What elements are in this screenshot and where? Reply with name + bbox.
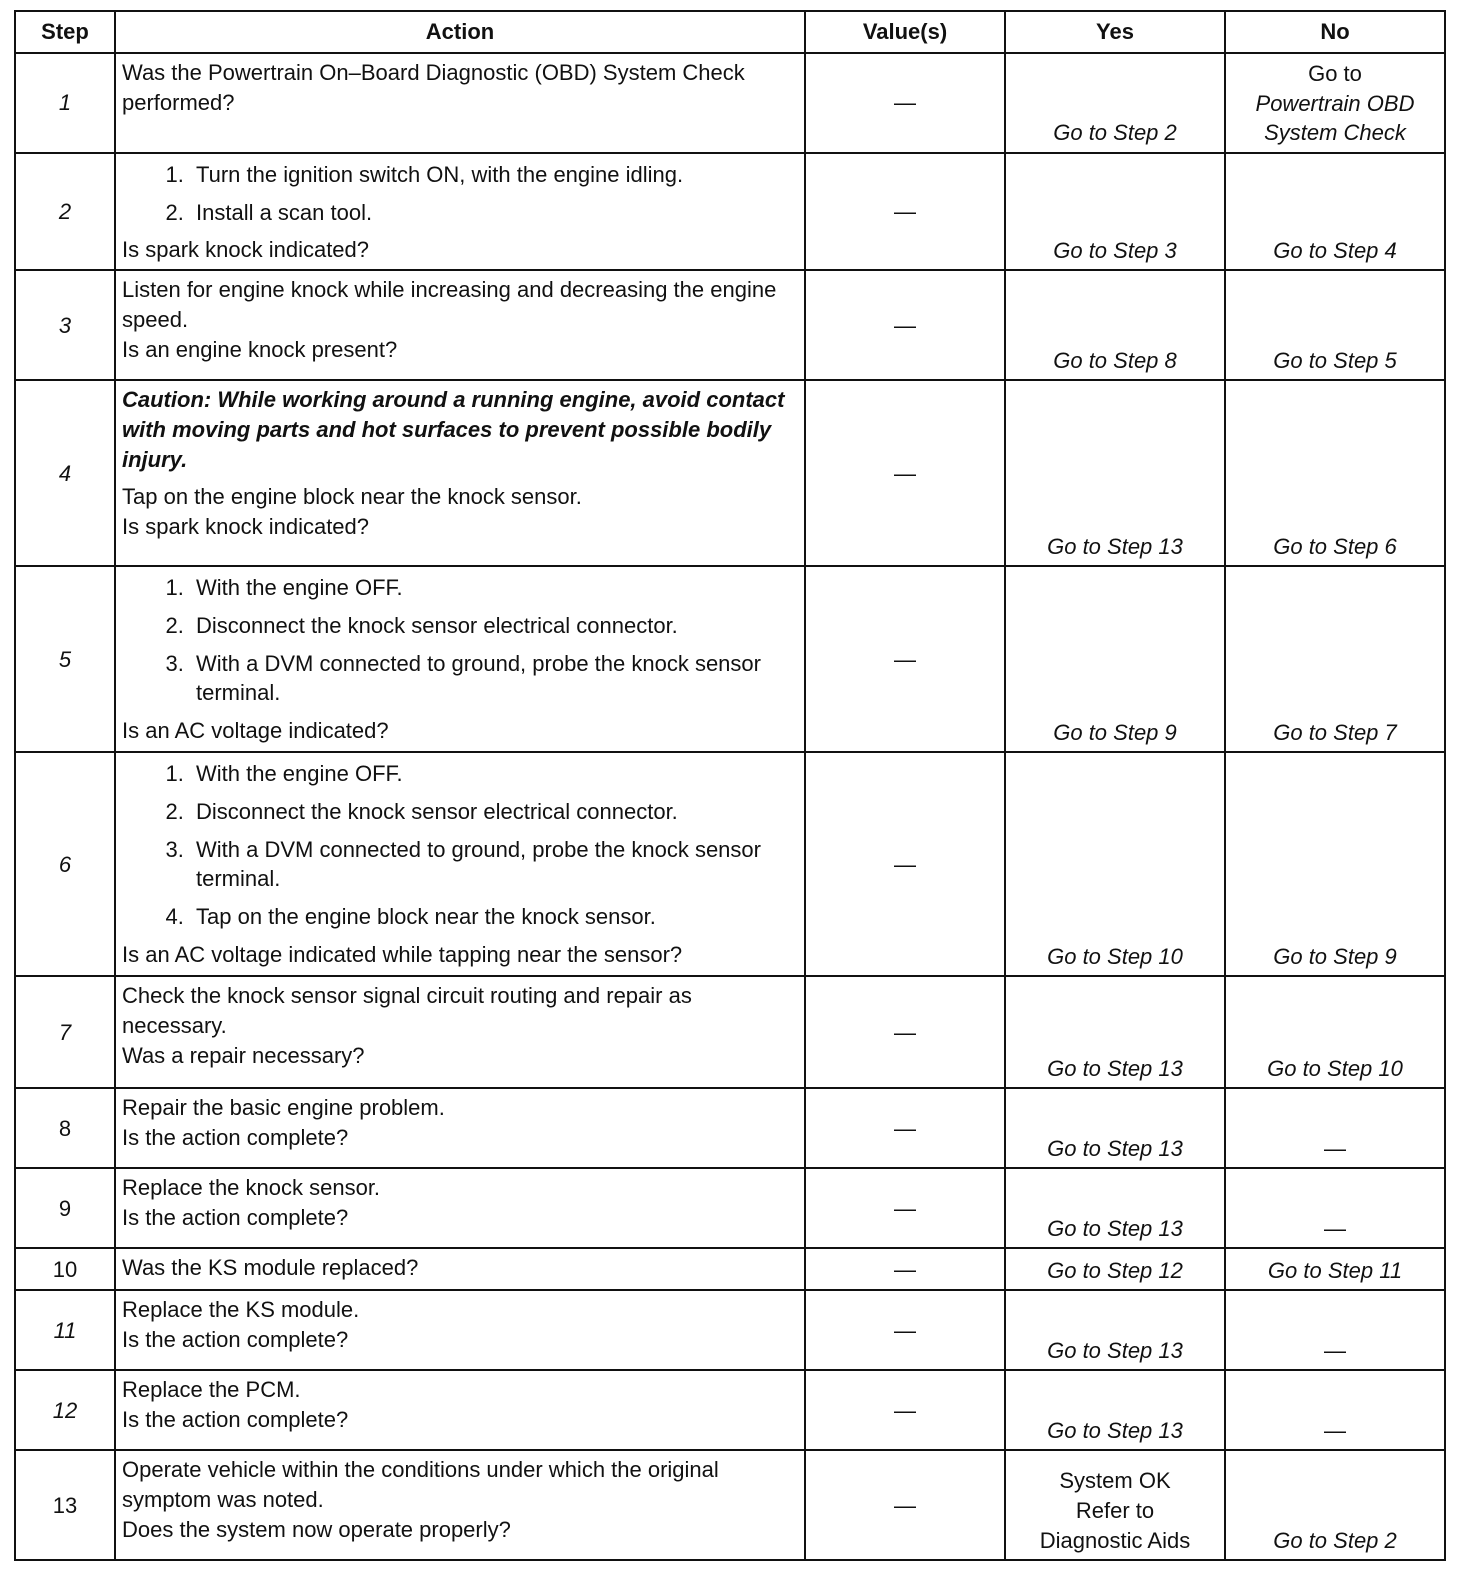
value-cell: — xyxy=(805,270,1005,380)
yes-cell: Go to Step 13 xyxy=(1005,976,1225,1088)
step-number: 2 xyxy=(15,153,115,270)
question-text: Is the action complete? xyxy=(122,1327,349,1353)
substep: 4. Tap on the engine block near the knock sensor. xyxy=(190,902,798,932)
action-cell xyxy=(115,1088,805,1168)
yes-cell xyxy=(1005,1450,1225,1560)
step-number: 12 xyxy=(15,1370,115,1450)
substep-list xyxy=(122,160,798,227)
no-cell: Go to Step 4 xyxy=(1225,153,1445,270)
substep: 2. Disconnect the knock sensor electrical connector. xyxy=(190,797,798,827)
table-row xyxy=(15,1450,1445,1560)
step-number: 13 xyxy=(15,1450,115,1560)
value-cell: — xyxy=(805,1168,1005,1248)
step-number: 4 xyxy=(15,380,115,566)
value-cell: — xyxy=(805,752,1005,976)
action-text: Replace the KS module. xyxy=(122,1297,360,1323)
yes-text: System OK xyxy=(1059,1468,1171,1494)
no-cell: Go to Step 6 xyxy=(1225,380,1445,566)
yes-text: Diagnostic Aids xyxy=(1039,1527,1191,1553)
yes-cell: Go to Step 8 xyxy=(1005,270,1225,380)
yes-cell: Go to Step 12 xyxy=(1005,1248,1225,1290)
no-cell: Go to Step 5 xyxy=(1225,270,1445,380)
value-cell: — xyxy=(805,1088,1005,1168)
value-cell: — xyxy=(805,1290,1005,1370)
table-row xyxy=(15,1248,1445,1290)
header-action: Action xyxy=(115,11,805,53)
table-row xyxy=(15,153,1445,270)
step-number: 1 xyxy=(15,53,115,153)
no-cell: Go to Step 2 xyxy=(1225,1450,1445,1560)
question-text: Is the action complete? xyxy=(122,1125,349,1151)
no-cell: — xyxy=(1225,1168,1445,1248)
substep: 2. Disconnect the knock sensor electrical connector. xyxy=(190,611,798,641)
action-text: Replace the PCM. xyxy=(122,1377,301,1403)
action-cell xyxy=(115,976,805,1088)
value-cell: — xyxy=(805,380,1005,566)
header-value: Value(s) xyxy=(805,11,1005,53)
header-row xyxy=(15,11,1445,53)
action-cell xyxy=(115,270,805,380)
step-number: 6 xyxy=(15,752,115,976)
action-text: Listen for engine knock while increasing and decreasing the engine speed. xyxy=(122,277,777,333)
action-text: Was the Powertrain On–Board Diagnostic (OBD) System Check performed? xyxy=(122,60,745,115)
no-cell: — xyxy=(1225,1290,1445,1370)
no-cell: Go to Step 10 xyxy=(1225,976,1445,1088)
table-row xyxy=(15,1290,1445,1370)
question-text: Is an engine knock present? xyxy=(122,336,398,362)
action-cell xyxy=(115,566,805,752)
substep: 1. With the engine OFF. xyxy=(190,573,798,603)
no-text: Go to xyxy=(1308,60,1362,86)
no-cell: Go to Step 11 xyxy=(1225,1248,1445,1290)
action-cell xyxy=(115,1370,805,1450)
no-cell: — xyxy=(1225,1088,1445,1168)
value-cell: — xyxy=(805,566,1005,752)
action-text: Operate vehicle within the conditions under which the original symptom was noted. xyxy=(122,1457,719,1513)
yes-cell: Go to Step 13 xyxy=(1005,380,1225,566)
caution-text: Caution: While working around a running engine, avoid contact with moving parts and hot surfaces to prevent possible bodily injury. xyxy=(122,387,785,472)
step-number: 9 xyxy=(15,1168,115,1248)
table-row xyxy=(15,270,1445,380)
header-step: Step xyxy=(15,11,115,53)
question-text: Was the KS module replaced? xyxy=(122,1255,419,1281)
table-row xyxy=(15,53,1445,153)
yes-cell: Go to Step 3 xyxy=(1005,153,1225,270)
substep-list xyxy=(122,759,798,931)
step-number: 8 xyxy=(15,1088,115,1168)
yes-cell: Go to Step 9 xyxy=(1005,566,1225,752)
question-text: Is spark knock indicated? xyxy=(122,237,370,263)
question-text: Is spark knock indicated? xyxy=(122,514,370,540)
no-text: Powertrain OBD xyxy=(1255,90,1415,116)
no-text: System Check xyxy=(1264,120,1406,146)
yes-cell: Go to Step 13 xyxy=(1005,1088,1225,1168)
substep-list xyxy=(122,573,798,708)
no-cell: — xyxy=(1225,1370,1445,1450)
question-text: Is the action complete? xyxy=(122,1407,349,1433)
substep: 1. Turn the ignition switch ON, with the engine idling. xyxy=(190,160,798,190)
table-row xyxy=(15,752,1445,976)
substep: 2. Install a scan tool. xyxy=(190,198,798,228)
no-cell: Go to Step 9 xyxy=(1225,752,1445,976)
step-number: 7 xyxy=(15,976,115,1088)
yes-cell: Go to Step 13 xyxy=(1005,1370,1225,1450)
action-text: Check the knock sensor signal circuit routing and repair as necessary. xyxy=(122,983,692,1039)
yes-text: Refer to xyxy=(1075,1498,1155,1523)
value-cell: — xyxy=(805,1450,1005,1560)
action-text: Tap on the engine block near the knock sensor. xyxy=(122,484,582,510)
question-text: Does the system now operate properly? xyxy=(122,1516,511,1542)
value-cell: — xyxy=(805,53,1005,153)
substep: 1. With the engine OFF. xyxy=(190,759,798,789)
substep: 3. With a DVM connected to ground, probe the knock sensor terminal. xyxy=(190,835,798,894)
action-text: Replace the knock sensor. xyxy=(122,1175,381,1201)
substep: 3. With a DVM connected to ground, probe the knock sensor terminal. xyxy=(190,649,798,708)
header-yes: Yes xyxy=(1005,11,1225,53)
no-cell xyxy=(1225,53,1445,153)
question-text: Is an AC voltage indicated? xyxy=(122,718,389,744)
action-cell xyxy=(115,380,805,566)
step-number: 11 xyxy=(15,1290,115,1370)
yes-cell: Go to Step 2 xyxy=(1005,53,1225,153)
table-row xyxy=(15,1370,1445,1450)
question-text: Was a repair necessary? xyxy=(122,1042,365,1068)
yes-cell: Go to Step 13 xyxy=(1005,1290,1225,1370)
table-row xyxy=(15,566,1445,752)
step-number: 10 xyxy=(15,1248,115,1290)
no-cell: Go to Step 7 xyxy=(1225,566,1445,752)
value-cell: — xyxy=(805,1370,1005,1450)
table-row xyxy=(15,976,1445,1088)
value-cell: — xyxy=(805,153,1005,270)
question-text: Is an AC voltage indicated while tapping near the sensor? xyxy=(122,941,683,967)
yes-cell: Go to Step 13 xyxy=(1005,1168,1225,1248)
diagnostic-table xyxy=(14,10,1446,1561)
action-cell xyxy=(115,1450,805,1560)
action-cell xyxy=(115,153,805,270)
question-text: Is the action complete? xyxy=(122,1205,349,1231)
value-cell: — xyxy=(805,1248,1005,1290)
header-no: No xyxy=(1225,11,1445,53)
action-cell xyxy=(115,752,805,976)
action-cell xyxy=(115,1168,805,1248)
action-text: Repair the basic engine problem. xyxy=(122,1095,445,1121)
table-row xyxy=(15,1168,1445,1248)
table-row xyxy=(15,380,1445,566)
action-cell xyxy=(115,53,805,153)
yes-cell: Go to Step 10 xyxy=(1005,752,1225,976)
action-cell xyxy=(115,1290,805,1370)
table-row xyxy=(15,1088,1445,1168)
step-number: 3 xyxy=(15,270,115,380)
action-cell xyxy=(115,1248,805,1290)
value-cell: — xyxy=(805,976,1005,1088)
step-number: 5 xyxy=(15,566,115,752)
